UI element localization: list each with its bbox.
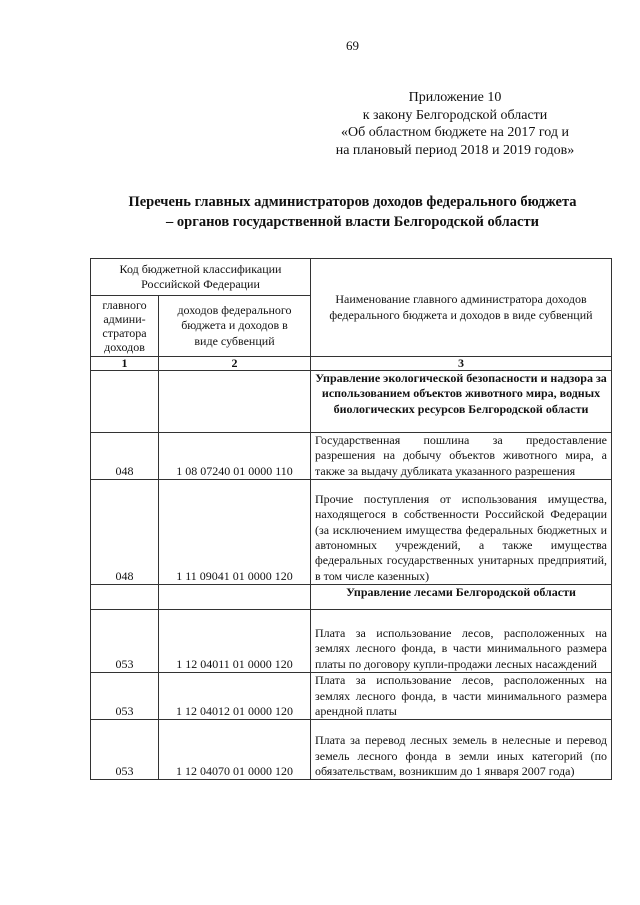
- admin-code-cell: 048: [91, 480, 159, 585]
- section-row: [91, 585, 612, 610]
- admin-code-cell: [91, 585, 159, 610]
- section-row: [91, 371, 612, 433]
- header-name: Наименование главного администратора доходов федерального бюджета и доходов в виде субвенций: [311, 259, 612, 357]
- section-name-cell: Управление лесами Белгородской области: [311, 585, 612, 610]
- table-row: [91, 673, 612, 720]
- table-row: [91, 433, 612, 480]
- income-name-cell: Прочие поступления от использования имущества, находящегося в собственности Российской Федерации (за исключением имущества федеральных бюджетных и автономных учреждений, а также имущества федеральных государственных унитарных предприятий, в том числе казенных): [311, 480, 612, 585]
- title-line: Перечень главных администраторов доходов федерального бюджета: [128, 194, 577, 210]
- admin-code-cell: 053: [91, 673, 159, 720]
- column-number: 1: [91, 357, 159, 371]
- title-line: – органов государственной власти Белгородской области: [166, 214, 539, 230]
- page-number: 69: [346, 38, 359, 53]
- income-name-cell: Плата за перевод лесных земель в нелесные и перевод земель лесного фонда в земли иных категорий (по обязательствам, возникшим до 1 января 2007 года): [311, 720, 612, 780]
- appendix-line: к закону Белгородской области: [362, 107, 548, 123]
- section-name-cell: Управление экологической безопасности и надзора за использованием объектов животного мира, водных биологических ресурсов Белгородской области: [311, 371, 612, 433]
- income-name-cell: Государственная пошлина за предоставление разрешения на добычу объектов животного мира, а также за выдачу дубликата указанного разрешения: [311, 433, 612, 480]
- income-code-cell: [159, 585, 311, 610]
- income-code-cell: [159, 371, 311, 433]
- income-code-cell: 1 12 04011 01 0000 120: [159, 610, 311, 673]
- appendix-line: «Об областном бюджете на 2017 год и: [341, 125, 569, 140]
- appendix-line: на плановый период 2018 и 2019 годов»: [335, 142, 575, 158]
- income-name-cell: Плата за использование лесов, расположенных на землях лесного фонда, в части минимального размера арендной платы: [311, 673, 612, 720]
- income-code-cell: 1 08 07240 01 0000 110: [159, 433, 311, 480]
- header-admin-code: главного админи-стратора доходов: [91, 296, 159, 357]
- table-row: [91, 720, 612, 780]
- column-number: 3: [311, 357, 612, 371]
- appendix-header: [300, 89, 610, 159]
- admin-code-cell: 053: [91, 610, 159, 673]
- header-code-group: Код бюджетной классификации Российской Федерации: [91, 259, 311, 296]
- admin-code-cell: 048: [91, 433, 159, 480]
- income-code-cell: 1 12 04012 01 0000 120: [159, 673, 311, 720]
- column-number: 2: [159, 357, 311, 371]
- appendix-line: Приложение 10: [408, 90, 502, 105]
- income-code-cell: 1 12 04070 01 0000 120: [159, 720, 311, 780]
- income-code-cell: 1 11 09041 01 0000 120: [159, 480, 311, 585]
- table-row: [91, 480, 612, 585]
- admin-code-cell: 053: [91, 720, 159, 780]
- header-income-code: доходов федерального бюджета и доходов в виде субвенций: [159, 296, 311, 357]
- document-title: [90, 192, 615, 232]
- income-name-cell: Плата за использование лесов, расположенных на землях лесного фонда, в части минимального размера платы по договору купли-продажи лесных насаждений: [311, 610, 612, 673]
- table-row: [91, 610, 612, 673]
- administrators-table: [90, 258, 612, 780]
- admin-code-cell: [91, 371, 159, 433]
